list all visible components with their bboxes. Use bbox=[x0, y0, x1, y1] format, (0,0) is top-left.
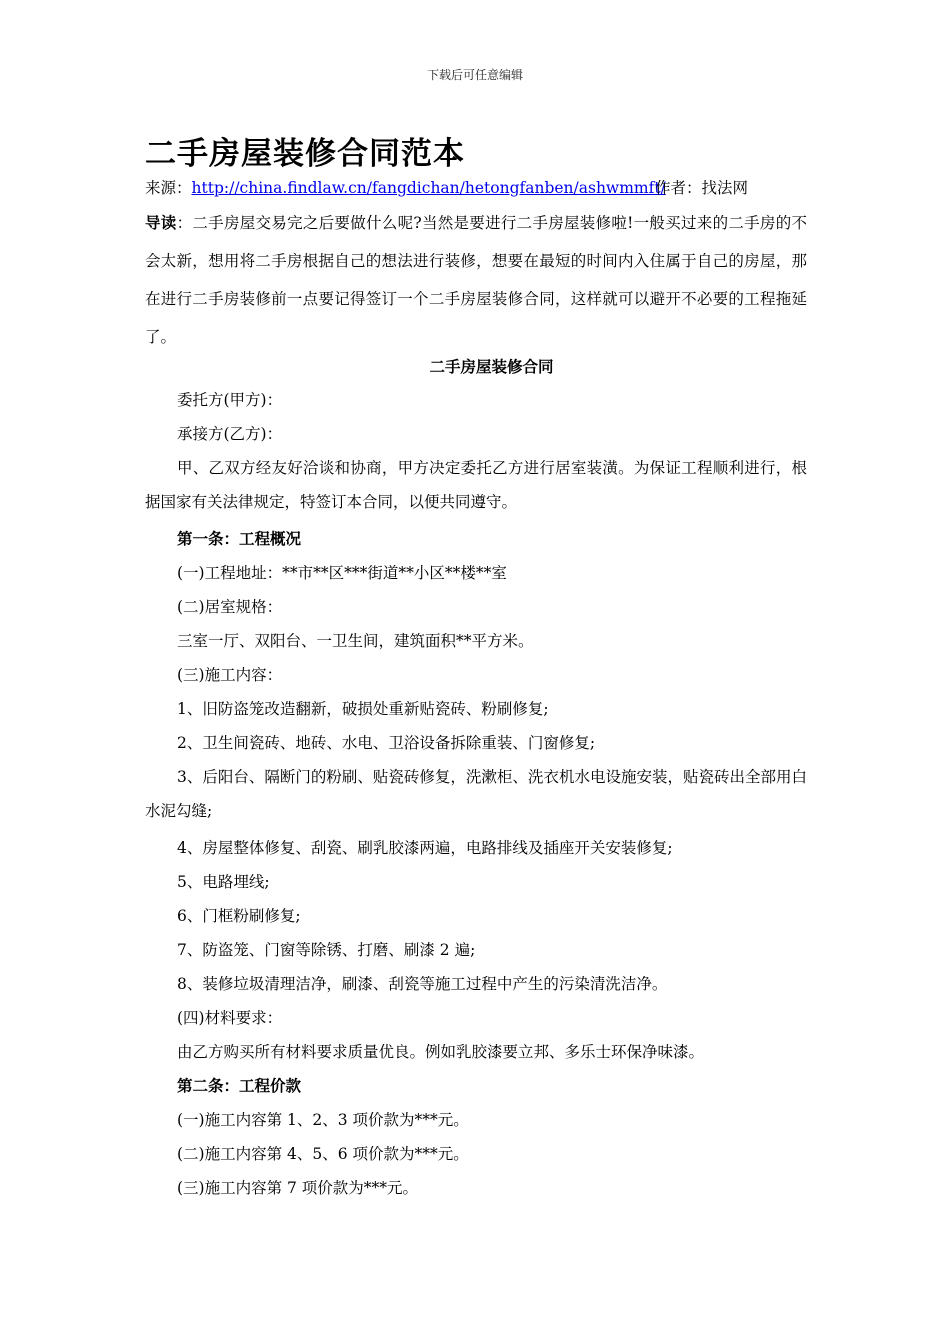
work-item-7: 7、防盗笼、门窗等除锈、打磨、刷漆 2 遍; bbox=[177, 941, 476, 959]
article-1-heading: 第一条：工程概况 bbox=[177, 530, 302, 548]
work-item-6: 6、门框粉刷修复; bbox=[177, 907, 301, 925]
source-label: 来源： bbox=[145, 179, 192, 197]
material-requirements-label: (四)材料要求： bbox=[177, 1009, 283, 1027]
article-2-heading: 第二条：工程价款 bbox=[177, 1077, 302, 1095]
material-requirements-text: 由乙方购买所有材料要求质量优良。例如乳胶漆要立邦、多乐士环保净味漆。 bbox=[177, 1043, 705, 1061]
price-item-1: (一)施工内容第 1、2、3 项价款为***元。 bbox=[177, 1111, 469, 1129]
intro-text: 二手房屋交易完之后要做什么呢?当然是要进行二手房屋装修啦!一般买过来的二手房的不会太新，想用将二手房根据自己的想法进行装修，想要在最短的时间内入住属于自己的房屋，那在进行二手房装修前一点要记得签订一个二手房屋装修合同，这样就可以避开不必要的工程拖延了。 bbox=[145, 214, 807, 346]
party-b-line: 承接方(乙方)： bbox=[177, 425, 283, 443]
room-spec-label: (二)居室规格： bbox=[177, 598, 283, 616]
header-note: 下载后可任意编辑 bbox=[426, 68, 523, 82]
work-item-3: 3、后阳台、隔断门的粉刷、贴瓷砖修复，洗漱柜、洗衣机水电设施安装，贴瓷砖出全部用白水泥勾缝; bbox=[145, 768, 807, 820]
work-item-2: 2、卫生间瓷砖、地砖、水电、卫浴设备拆除重装、门窗修复; bbox=[177, 734, 596, 752]
intro-paragraph bbox=[145, 204, 807, 356]
preamble-paragraph: 甲、乙双方经友好洽谈和协商，甲方决定委托乙方进行居室装潢。为保证工程顺利进行，根据国家有关法律规定，特签订本合同，以便共同遵守。 bbox=[145, 459, 807, 511]
price-item-2: (二)施工内容第 4、5、6 项价款为***元。 bbox=[177, 1145, 469, 1163]
price-item-3: (三)施工内容第 7 项价款为***元。 bbox=[177, 1179, 419, 1197]
author-label: 作者：找法网 bbox=[655, 179, 749, 197]
contract-title: 二手房屋装修合同 bbox=[429, 358, 554, 376]
intro-sep: ： bbox=[176, 214, 193, 232]
work-item-4: 4、房屋整体修复、刮瓷、刷乳胶漆两遍，电路排线及插座开关安装修复; bbox=[177, 839, 673, 857]
work-item-1: 1、旧防盗笼改造翻新，破损处重新贴瓷砖、粉刷修复; bbox=[177, 700, 549, 718]
document-title: 二手房屋装修合同范本 bbox=[145, 136, 465, 172]
work-content-label: (三)施工内容： bbox=[177, 666, 283, 684]
project-address: (一)工程地址：**市**区***街道**小区**楼**室 bbox=[177, 564, 507, 582]
source-line bbox=[145, 176, 805, 198]
party-a-line: 委托方(甲方)： bbox=[177, 391, 283, 409]
work-item-5: 5、电路埋线; bbox=[177, 873, 270, 891]
source-link[interactable]: http://china.findlaw.cn/fangdichan/hetongfanben/ashwmmft/ bbox=[191, 179, 666, 197]
intro-lead: 导读 bbox=[145, 214, 177, 232]
room-spec-value: 三室一厅、双阳台、一卫生间，建筑面积**平方米。 bbox=[177, 632, 534, 650]
work-item-8: 8、装修垃圾清理洁净，刷漆、刮瓷等施工过程中产生的污染清洗洁净。 bbox=[177, 975, 668, 993]
